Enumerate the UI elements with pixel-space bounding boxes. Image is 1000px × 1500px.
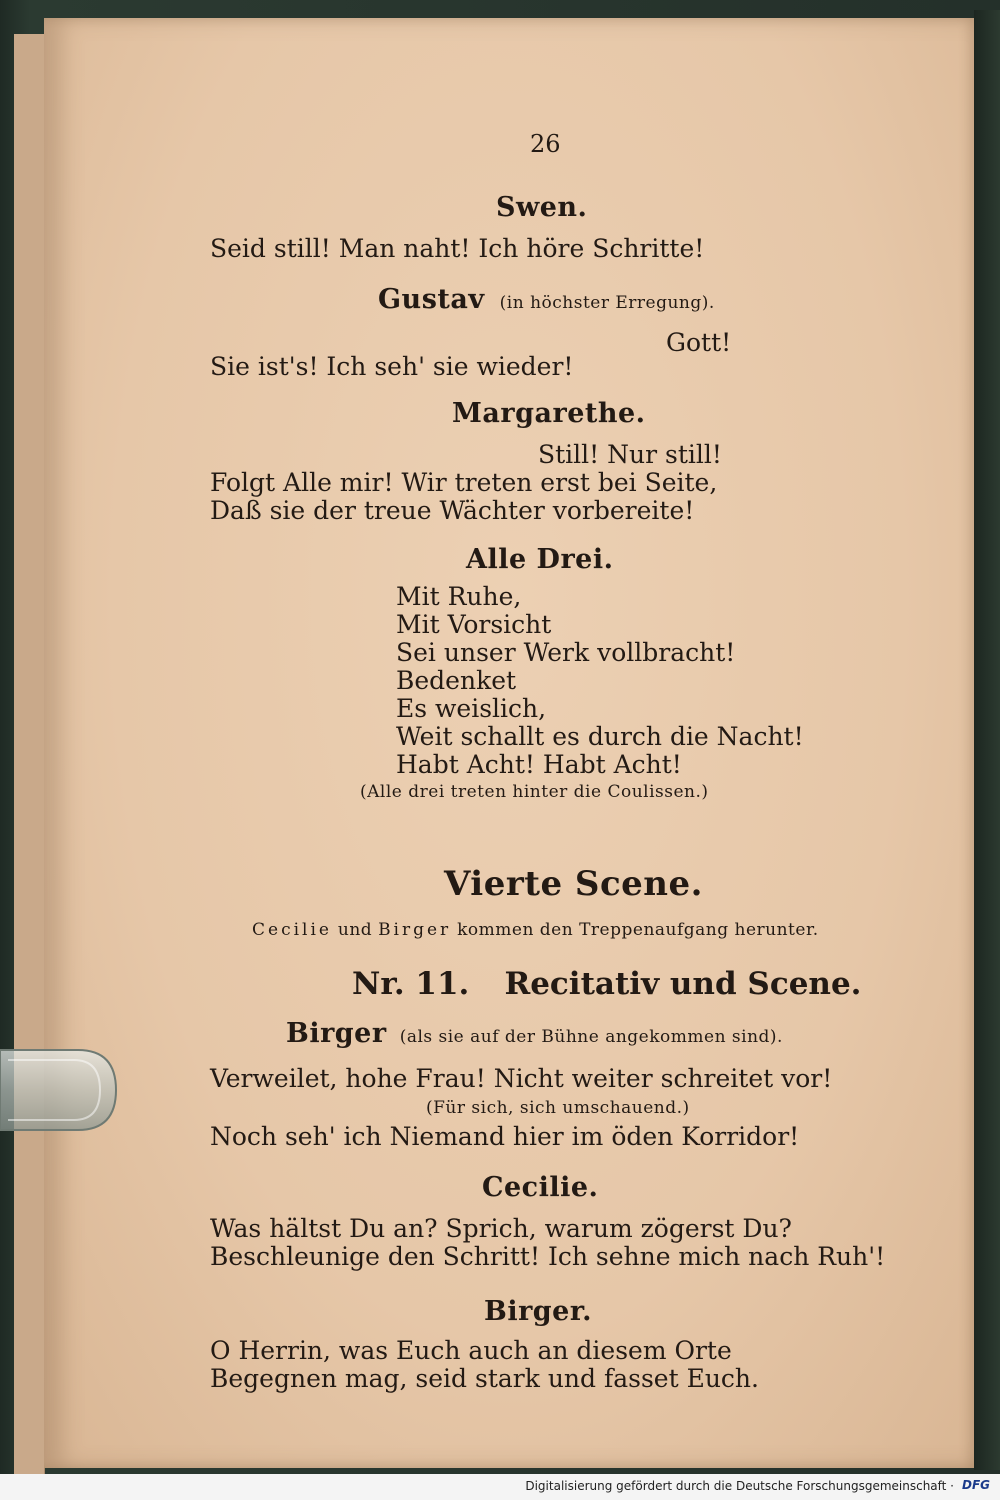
- number-title: [352, 966, 861, 1002]
- number-subtitle: Recitativ und Scene.: [504, 966, 862, 1002]
- speaker-swen: Swen.: [496, 192, 588, 223]
- verse-line: Still! Nur still!: [538, 440, 722, 469]
- footer-text: Digitalisierung gefördert durch die Deutsche Forschungsgemeinschaft ·: [525, 1479, 954, 1493]
- speaker-margarethe: Margarethe.: [452, 398, 646, 429]
- speaker-gustav: Gustav: [378, 284, 485, 315]
- stage-direction: (in höchster Erregung).: [499, 293, 715, 313]
- character-name: Cecilie: [252, 920, 332, 940]
- verse-line: Weit schallt es durch die Nacht!: [396, 722, 804, 751]
- scene-description-rest: kommen den Treppenaufgang herunter.: [457, 920, 819, 940]
- scene-description: [252, 920, 819, 940]
- dfg-logo: DFG: [961, 1478, 990, 1492]
- verse-line: Gott!: [666, 328, 732, 357]
- verse-line: Sei unser Werk vollbracht!: [396, 638, 736, 667]
- stage-direction: (als sie auf der Bühne angekommen sind).: [399, 1027, 783, 1047]
- speaker-gustav-row: [378, 284, 715, 315]
- verse-line: Mit Vorsicht: [396, 610, 552, 639]
- verse-line: Begegnen mag, seid stark und fasset Euch.: [210, 1364, 759, 1393]
- stage-direction: (Für sich, sich umschauend.): [426, 1098, 690, 1118]
- number-label: Nr. 11.: [352, 966, 470, 1002]
- binding-edge: [974, 10, 1000, 1470]
- conjunction: und: [337, 920, 373, 940]
- speaker-birger: Birger: [286, 1018, 387, 1049]
- scanner-clip: [0, 1046, 118, 1134]
- verse-line: Folgt Alle mir! Wir treten erst bei Seite,: [210, 468, 718, 497]
- verse-line: Daß sie der treue Wächter vorbereite!: [210, 496, 695, 525]
- page-number: 26: [530, 130, 561, 158]
- speaker-birger: Birger.: [484, 1296, 593, 1327]
- verse-line: Verweilet, hohe Frau! Nicht weiter schreitet vor!: [210, 1064, 833, 1093]
- speaker-alle-drei: Alle Drei.: [466, 544, 614, 575]
- verse-line: Mit Ruhe,: [396, 582, 522, 611]
- verse-line: Beschleunige den Schritt! Ich sehne mich nach Ruh'!: [210, 1242, 886, 1271]
- speaker-cecilie: Cecilie.: [482, 1172, 599, 1203]
- verse-line: Habt Acht! Habt Acht!: [396, 750, 682, 779]
- underlying-page-edge: [14, 34, 45, 1474]
- verse-line: Sie ist's! Ich seh' sie wieder!: [210, 352, 574, 381]
- verse-line: Bedenket: [396, 666, 517, 695]
- book-page: [44, 18, 974, 1468]
- footer-bar: [0, 1474, 1000, 1500]
- verse-line: O Herrin, was Euch auch an diesem Orte: [210, 1336, 732, 1365]
- character-name: Birger: [378, 920, 452, 940]
- scene-title: Vierte Scene.: [444, 864, 703, 904]
- verse-line: Was hältst Du an? Sprich, warum zögerst Du?: [210, 1214, 792, 1243]
- stage-direction: (Alle drei treten hinter die Coulissen.): [360, 782, 709, 802]
- verse-line: Es weislich,: [396, 694, 547, 723]
- speaker-birger-row: [286, 1018, 783, 1049]
- verse-line: Seid still! Man naht! Ich höre Schritte!: [210, 234, 705, 263]
- verse-line: Noch seh' ich Niemand hier im öden Korridor!: [210, 1122, 800, 1151]
